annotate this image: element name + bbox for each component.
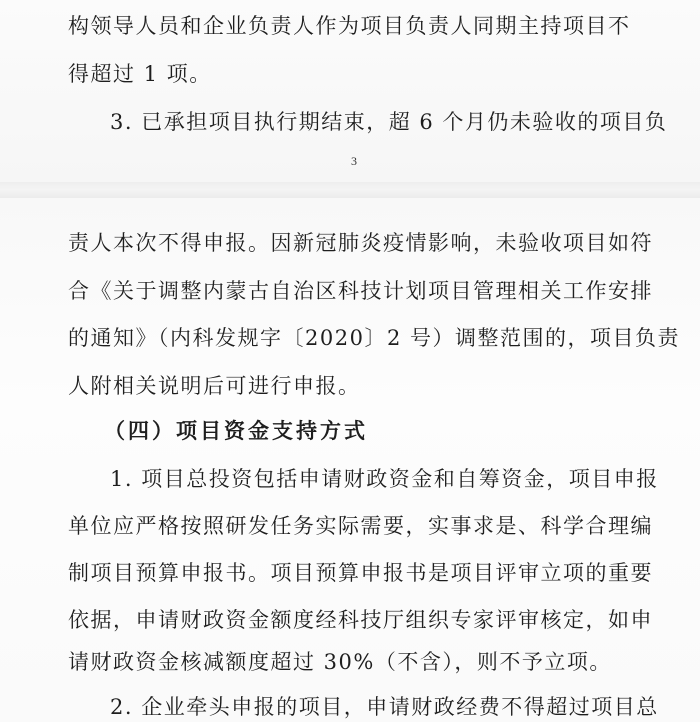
paragraph-line: 单位应严格按照研发任务实际需要，实事求是、科学合理编: [68, 514, 653, 538]
paragraph-line: 依据，申请财政资金额度经科技厅组织专家评审核定，如申: [68, 608, 653, 632]
paragraph-line: 3. 已承担项目执行期结束，超 6 个月仍未验收的项目负: [110, 110, 668, 134]
paragraph-line: 制项目预算申报书。项目预算申报书是项目评审立项的重要: [68, 561, 653, 585]
paragraph-line: 人附相关说明后可进行申报。: [68, 374, 361, 398]
paragraph-line: 1. 项目总投资包括申请财政资金和自筹资金，项目申报: [110, 467, 659, 491]
page-break: [0, 182, 700, 198]
paragraph-line: 构领导人员和企业负责人作为项目负责人同期主持项目不: [68, 14, 631, 38]
page-number: 3: [351, 154, 357, 168]
section-heading: （四）项目资金支持方式: [104, 418, 368, 443]
paragraph-line: 责人本次不得申报。因新冠肺炎疫情影响，未验收项目如符: [68, 231, 653, 255]
paragraph-line: 的通知》（内科发规字〔2020〕2 号）调整范围的，项目负责: [68, 326, 680, 350]
paragraph-line: 得超过 1 项。: [68, 62, 212, 86]
paragraph-line: 请财政资金核减额度超过 30%（不含），则不予立项。: [68, 650, 612, 674]
page-lower-section: [0, 190, 700, 722]
paragraph-line: 合《关于调整内蒙古自治区科技计划项目管理相关工作安排: [68, 279, 653, 303]
paragraph-line: 2. 企业牵头申报的项目，申请财政经费不得超过项目总: [110, 695, 659, 719]
